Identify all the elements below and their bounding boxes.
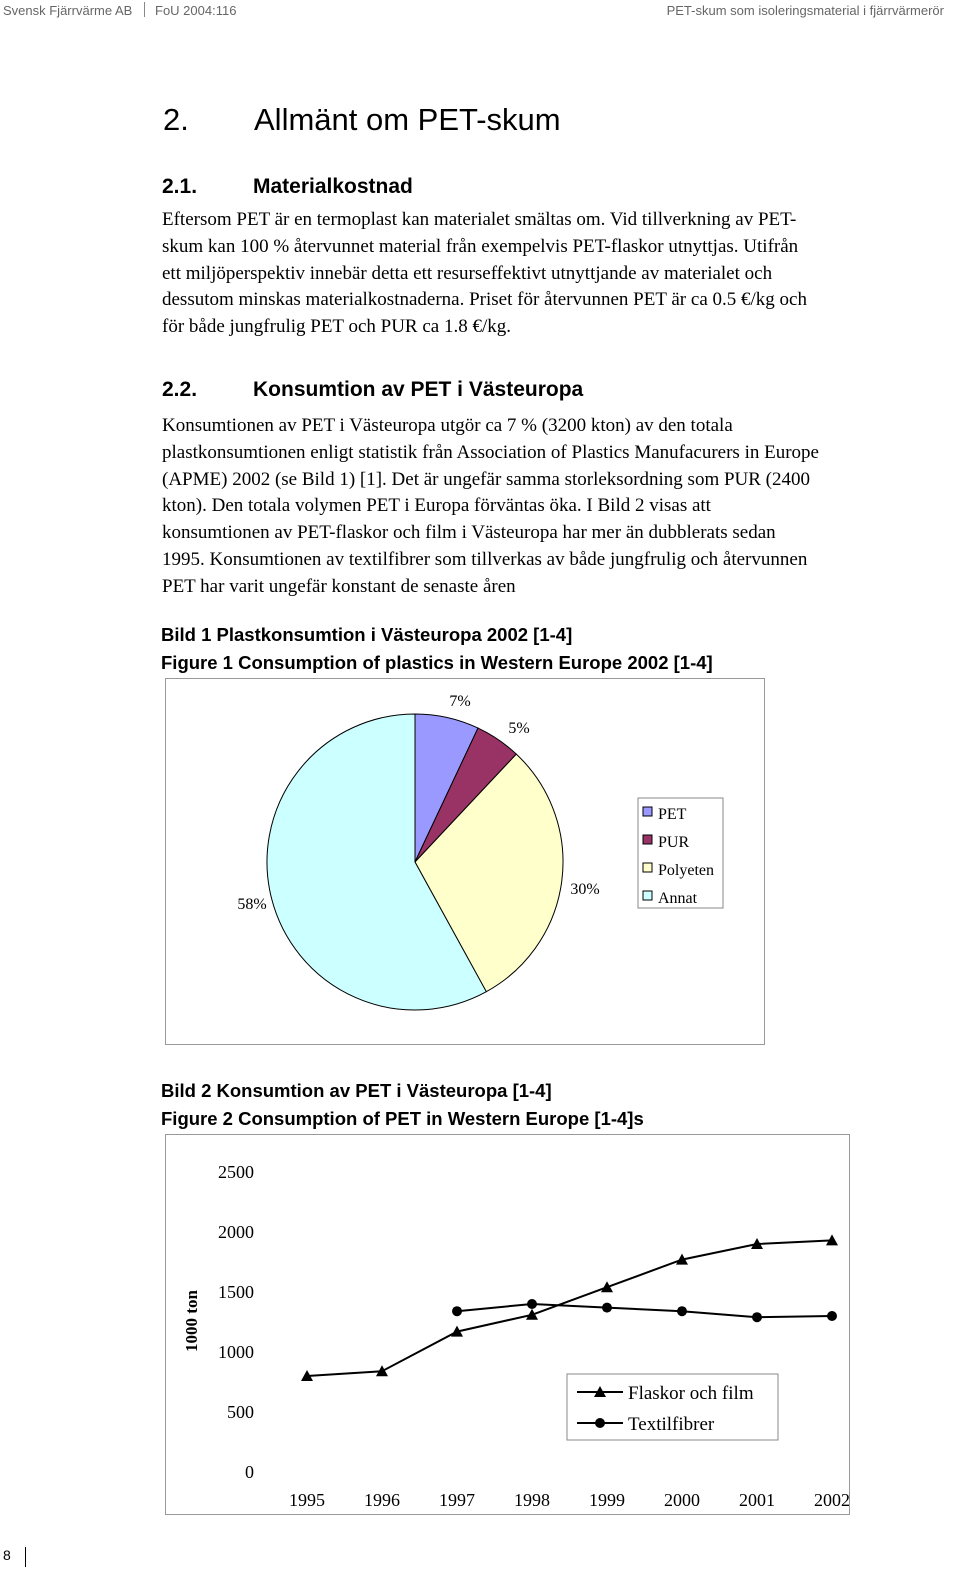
x-tick-label: 2001	[739, 1490, 775, 1510]
text-line: dessutom minskas materialkostnaderna. Priset för återvunnen PET är ca 0.5 €/kg och	[162, 289, 807, 311]
subsection-title: Materialkostnad	[253, 175, 413, 198]
legend-marker-circle	[595, 1418, 605, 1428]
y-axis-label: 1000 ton	[182, 1290, 201, 1352]
legend-label-pet: PET	[658, 806, 687, 823]
figure2-caption	[161, 1077, 644, 1132]
figure2-caption-en: Figure 2 Consumption of PET in Western Europe [1-4]s	[161, 1107, 644, 1129]
text-line: för både jungfrulig PET och PUR ca 1.8 €/kg.	[162, 316, 511, 338]
x-tick-label: 1999	[589, 1490, 625, 1510]
data-point-circle	[827, 1311, 837, 1321]
pie-label-pet: 7%	[449, 693, 471, 710]
text-line: skum kan 100 % återvunnet material från exempelvis PET-flaskor utnyttjas. Utifrån	[162, 235, 799, 257]
text-line: 1995. Konsumtionen av textilfibrer som tillverkas av både jungfrulig och återvunnen	[162, 548, 808, 570]
figure2-caption-sv: Bild 2 Konsumtion av PET i Västeuropa [1-4]	[161, 1080, 552, 1101]
data-point-circle	[602, 1303, 612, 1313]
series-line-textilfibrer	[457, 1304, 832, 1317]
y-tick-label: 0	[245, 1462, 254, 1482]
page-number: 8	[3, 1547, 11, 1563]
legend-swatch-pet	[643, 807, 652, 816]
chart-series	[301, 1234, 838, 1381]
legend-swatch-pur	[643, 835, 652, 844]
figure1-caption	[161, 621, 713, 676]
figure2-line-chart	[165, 1134, 850, 1515]
y-tick-label: 1500	[218, 1282, 254, 1302]
subsection-heading-materialkostnad	[162, 175, 413, 199]
header-separator	[144, 2, 145, 17]
legend-label-polyeten: Polyeten	[658, 862, 714, 879]
data-point-circle	[452, 1306, 462, 1316]
pie-chart-svg	[166, 679, 764, 1044]
figure1-caption-en: Figure 1 Consumption of plastics in Western Europe 2002 [1-4]	[161, 651, 713, 673]
y-axis-ticks	[218, 1162, 254, 1482]
y-tick-label: 500	[227, 1402, 254, 1422]
section-heading	[163, 102, 561, 138]
x-tick-label: 2000	[664, 1490, 700, 1510]
x-tick-label: 1998	[514, 1490, 550, 1510]
y-tick-label: 2000	[218, 1222, 254, 1242]
subsection-number: 2.1.	[162, 175, 198, 198]
section-title: Allmänt om PET-skum	[254, 102, 561, 137]
paragraph-materialkostnad	[162, 207, 807, 341]
y-tick-label: 1000	[218, 1342, 254, 1362]
header-document-title: PET-skum som isoleringsmaterial i fjärrvärmerör	[666, 3, 944, 18]
series-line-flaskor-och-film	[307, 1240, 832, 1376]
section-number: 2.	[163, 102, 189, 137]
pie-slices	[267, 714, 563, 1010]
line-legend	[567, 1374, 778, 1440]
legend-swatch-polyeten	[643, 863, 652, 872]
text-line: ett miljöperspektiv innebär detta ett resurseffektivt utnyttjande av materialet och	[162, 262, 773, 284]
legend-label-annat: Annat	[658, 890, 698, 907]
text-line: konsumtionen av PET-flaskor och film i Västeuropa har mer än dubblerats sedan	[162, 522, 776, 544]
subsection-number: 2.2.	[162, 378, 198, 401]
text-line: Eftersom PET är en termoplast kan materialet smältas om. Vid tillverkning av PET-	[162, 209, 797, 230]
x-tick-label: 1995	[289, 1490, 325, 1510]
pie-label-annat: 58%	[237, 896, 267, 913]
text-line: plastkonsumtionen enligt statistik från Association of Plastics Manufacurers in Europe	[162, 441, 819, 463]
x-tick-label: 2002	[814, 1490, 849, 1510]
data-point-circle	[752, 1312, 762, 1322]
legend-label-textil: Textilfibrer	[628, 1414, 715, 1435]
legend-label-flaskor: Flaskor och film	[628, 1383, 754, 1404]
figure1-pie-chart	[165, 678, 765, 1045]
subsection-heading-konsumtion	[162, 378, 583, 402]
y-tick-label: 2500	[218, 1162, 254, 1182]
pie-label-polyeten: 30%	[570, 881, 600, 898]
paragraph-konsumtion	[162, 413, 819, 601]
x-tick-label: 1997	[439, 1490, 475, 1510]
text-line: (APME) 2002 (se Bild 1) [1]. Det är ungefär samma storleksordning som PUR (2400	[162, 468, 811, 490]
pie-legend	[638, 798, 723, 908]
text-line: Konsumtionen av PET i Västeuropa utgör ca 7 % (3200 kton) av den totala	[162, 415, 733, 436]
header-company: Svensk Fjärrvärme AB	[3, 3, 133, 18]
text-line: kton). Den totala volymen PET i Europa förväntas öka. I Bild 2 visas att	[162, 495, 711, 517]
running-header	[0, 0, 960, 22]
legend-swatch-annat	[643, 891, 652, 900]
page-footer	[0, 1547, 60, 1569]
subsection-title: Konsumtion av PET i Västeuropa	[253, 378, 584, 401]
figure1-caption-sv: Bild 1 Plastkonsumtion i Västeuropa 2002 [1-4]	[161, 624, 573, 645]
footer-separator	[25, 1547, 26, 1567]
pie-label-pur: 5%	[508, 720, 530, 737]
data-point-circle	[677, 1306, 687, 1316]
x-axis-ticks	[289, 1490, 849, 1510]
legend-label-pur: PUR	[658, 834, 690, 851]
text-line: PET har varit ungefär konstant de senaste åren	[162, 575, 516, 597]
x-tick-label: 1996	[364, 1490, 400, 1510]
header-report-number: FoU 2004:116	[155, 3, 237, 18]
line-chart-svg	[166, 1135, 849, 1514]
data-point-circle	[527, 1299, 537, 1309]
